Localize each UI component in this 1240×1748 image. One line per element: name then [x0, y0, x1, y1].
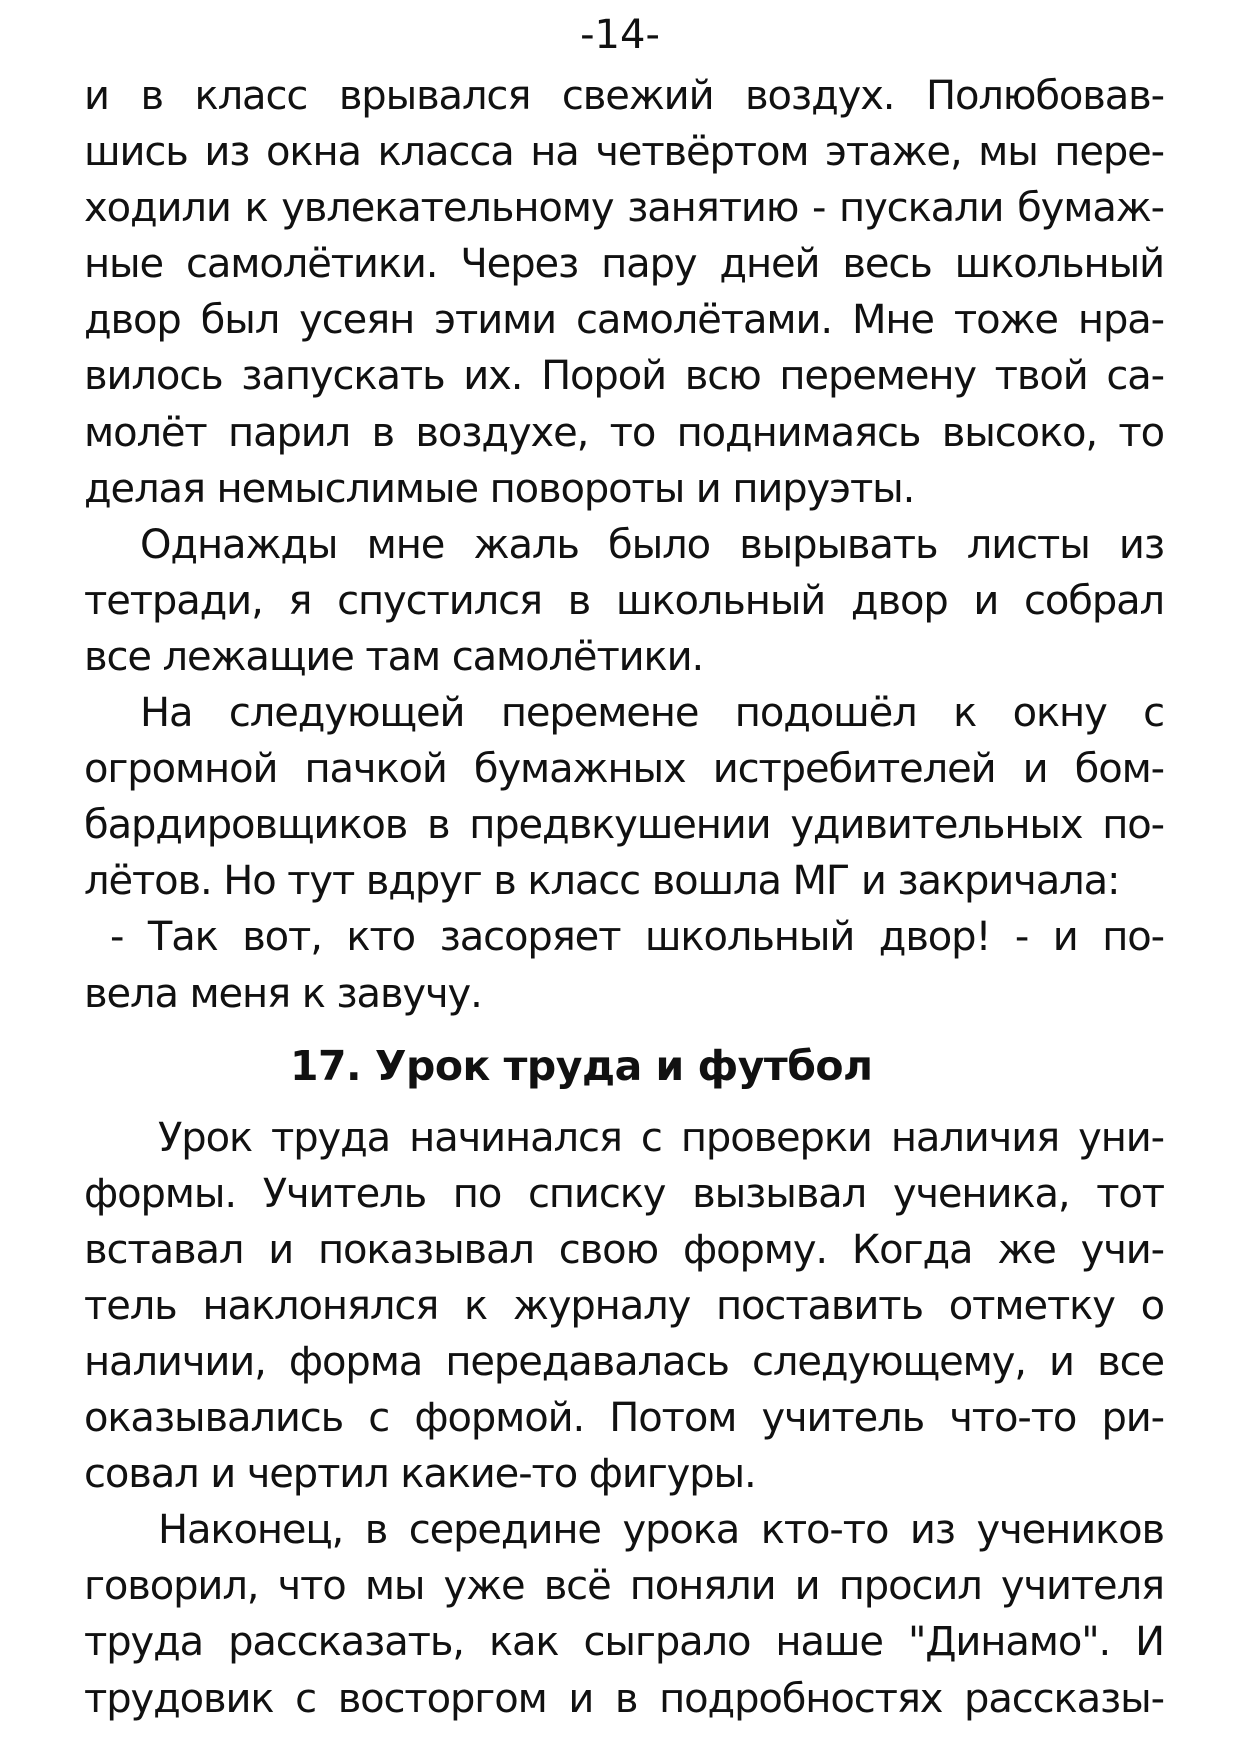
paragraph: [84, 1110, 1164, 1503]
text-line: все лежащие там самолётики.: [84, 633, 704, 680]
text-line: лётов. Но тут вдруг в класс вошла МГ и закричала:: [84, 858, 1120, 905]
text-line: вставал и показывал свою форму. Когда же учи-: [84, 1226, 1164, 1273]
paragraph: [84, 685, 1164, 909]
text-line: ные самолётики. Через пару дней весь школьный: [84, 241, 1164, 288]
text-line: наличии, форма передавалась следующему, и все: [84, 1338, 1164, 1385]
text-line: тетради, я спустился в школьный двор и собрал: [84, 577, 1164, 624]
text-line: двор был усеян этими самолётами. Мне тоже нра-: [84, 297, 1164, 344]
text-line: - Так вот, кто засоряет школьный двор! - и по-: [110, 914, 1164, 961]
section-heading: 17. Урок труда и футбол: [290, 1041, 873, 1090]
text-line: вела меня к завучу.: [84, 970, 482, 1017]
text-line: шись из окна класса на четвёртом этаже, мы пере-: [84, 129, 1164, 176]
text-line: вилось запускать их. Порой всю перемену твой са-: [84, 353, 1164, 400]
text-line: огромной пачкой бумажных истребителей и бом-: [84, 746, 1164, 793]
paragraph: [84, 517, 1164, 685]
text-line: На следующей перемене подошёл к окну с: [140, 690, 1164, 737]
text-line: труда рассказать, как сыграло наше "Динамо". И: [84, 1619, 1164, 1666]
page-text: [84, 68, 1164, 1727]
text-line: и в класс врывался свежий воздух. Полюбовав-: [84, 73, 1164, 119]
text-line: ходили к увлекательному занятию - пускали бумаж-: [84, 185, 1164, 232]
text-line: Однажды мне жаль было вырывать листы из: [140, 521, 1164, 568]
text-line: совал и чертил какие-то фигуры.: [84, 1451, 756, 1498]
text-line: формы. Учитель по списку вызывал ученика, тот: [84, 1170, 1164, 1217]
text-line: Наконец, в середине урока кто-то из учеников: [158, 1507, 1164, 1554]
text-line: Урок труда начинался с проверки наличия уни-: [158, 1114, 1164, 1161]
paragraph: [84, 68, 1164, 517]
text-line: молёт парил в воздухе, то поднимаясь высоко, то: [84, 409, 1164, 456]
paragraph: [84, 909, 1164, 1021]
text-line: тель наклонялся к журналу поставить отметку о: [84, 1282, 1164, 1329]
paragraph: [84, 1502, 1164, 1726]
text-line: бардировщиков в предвкушении удивительных по-: [84, 802, 1164, 849]
text-line: оказывались с формой. Потом учитель что-то ри-: [84, 1395, 1164, 1442]
text-line: говорил, что мы уже всё поняли и просил учителя: [84, 1563, 1164, 1610]
text-line: трудовик с восторгом и в подробностях рассказы-: [84, 1675, 1164, 1722]
text-line: делая немыслимые повороты и пируэты.: [84, 465, 915, 512]
page-number: -14-: [580, 12, 660, 58]
